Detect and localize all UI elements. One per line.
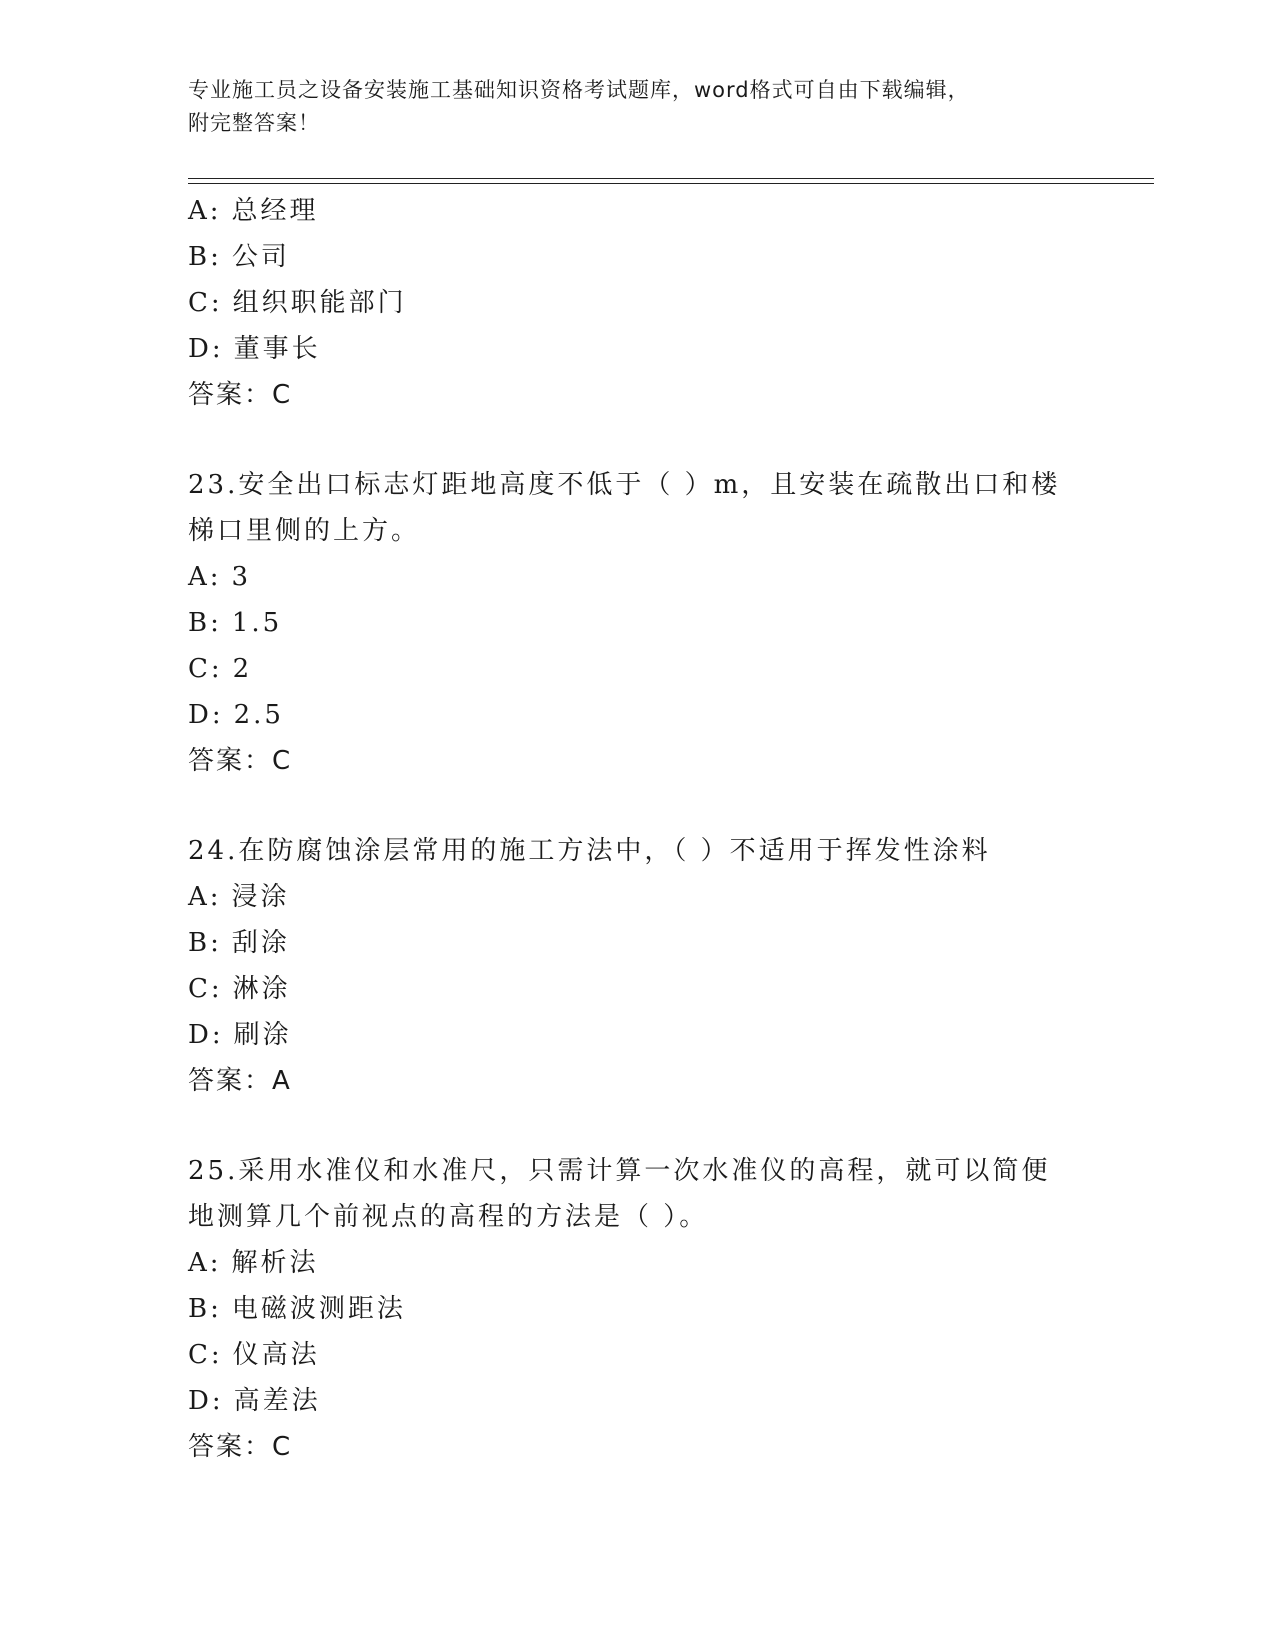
option-text: 总经理 [231, 196, 319, 226]
option-d [188, 326, 1088, 372]
option-c [188, 1332, 1088, 1378]
option-b [188, 920, 1088, 966]
answer: 答案：C [188, 380, 293, 410]
answer: 答案：C [188, 1432, 293, 1462]
option-text: 淋涂 [232, 974, 291, 1004]
option-text: 电磁波测距法 [231, 1294, 406, 1324]
option-label: C: [188, 288, 223, 318]
option-text: 董事长 [233, 334, 321, 364]
option-label: B: [188, 1294, 222, 1324]
option-d [188, 692, 1088, 738]
question-stem: 24.在防腐蚀涂层常用的施工方法中，（ ）不适用于挥发性涂料 [188, 836, 991, 866]
answer: 答案：A [188, 1066, 292, 1096]
option-text: 2 [232, 654, 253, 684]
option-text: 组织职能部门 [232, 288, 407, 318]
question-stem: 25.采用水准仪和水准尺，只需计算一次水准仪的高程，就可以简便地测算几个前视点的高程的方法是（ ）。 [188, 1156, 1051, 1232]
option-a [188, 188, 1088, 234]
option-a [188, 1240, 1088, 1286]
option-b [188, 1286, 1088, 1332]
question-list [188, 188, 1088, 1470]
option-text: 1.5 [231, 608, 283, 638]
option-text: 公司 [231, 242, 290, 272]
answer: 答案：C [188, 746, 293, 776]
option-text: 高差法 [233, 1386, 321, 1416]
option-text: 刮涂 [231, 928, 290, 958]
option-label: C: [188, 654, 223, 684]
header-title-line-1: 专业施工员之设备安装施工基础知识资格考试题库，word格式可自由下载编辑， [188, 78, 970, 102]
option-label: A: [188, 882, 222, 912]
question-25 [188, 1148, 1088, 1470]
option-label: D: [188, 1386, 224, 1416]
option-label: B: [188, 928, 222, 958]
option-text: 仪高法 [232, 1340, 320, 1370]
option-d [188, 1378, 1088, 1424]
option-c [188, 966, 1088, 1012]
option-c [188, 646, 1088, 692]
option-label: A: [188, 1248, 222, 1278]
option-text: 刷涂 [233, 1020, 292, 1050]
question-23 [188, 462, 1088, 784]
option-label: A: [188, 562, 222, 592]
option-label: D: [188, 334, 224, 364]
option-label: D: [188, 1020, 224, 1050]
option-label: C: [188, 974, 223, 1004]
option-text: 解析法 [231, 1248, 319, 1278]
option-label: B: [188, 608, 222, 638]
option-d [188, 1012, 1088, 1058]
header-divider-bottom [188, 183, 1154, 184]
header-divider-top [188, 178, 1154, 179]
option-a [188, 554, 1088, 600]
option-b [188, 234, 1088, 280]
option-text: 浸涂 [231, 882, 290, 912]
option-label: A: [188, 196, 222, 226]
option-b [188, 600, 1088, 646]
document-header [188, 74, 1068, 140]
question-24 [188, 828, 1088, 1104]
option-label: C: [188, 1340, 223, 1370]
option-text: 3 [231, 562, 252, 592]
option-label: D: [188, 700, 224, 730]
header-title-line-2: 附完整答案！ [188, 111, 320, 135]
question-22 [188, 188, 1088, 418]
option-a [188, 874, 1088, 920]
option-c [188, 280, 1088, 326]
question-stem: 23.安全出口标志灯距地高度不低于（ ）m，且安装在疏散出口和楼梯口里侧的上方。 [188, 470, 1061, 546]
option-text: 2.5 [233, 700, 284, 730]
option-label: B: [188, 242, 222, 272]
